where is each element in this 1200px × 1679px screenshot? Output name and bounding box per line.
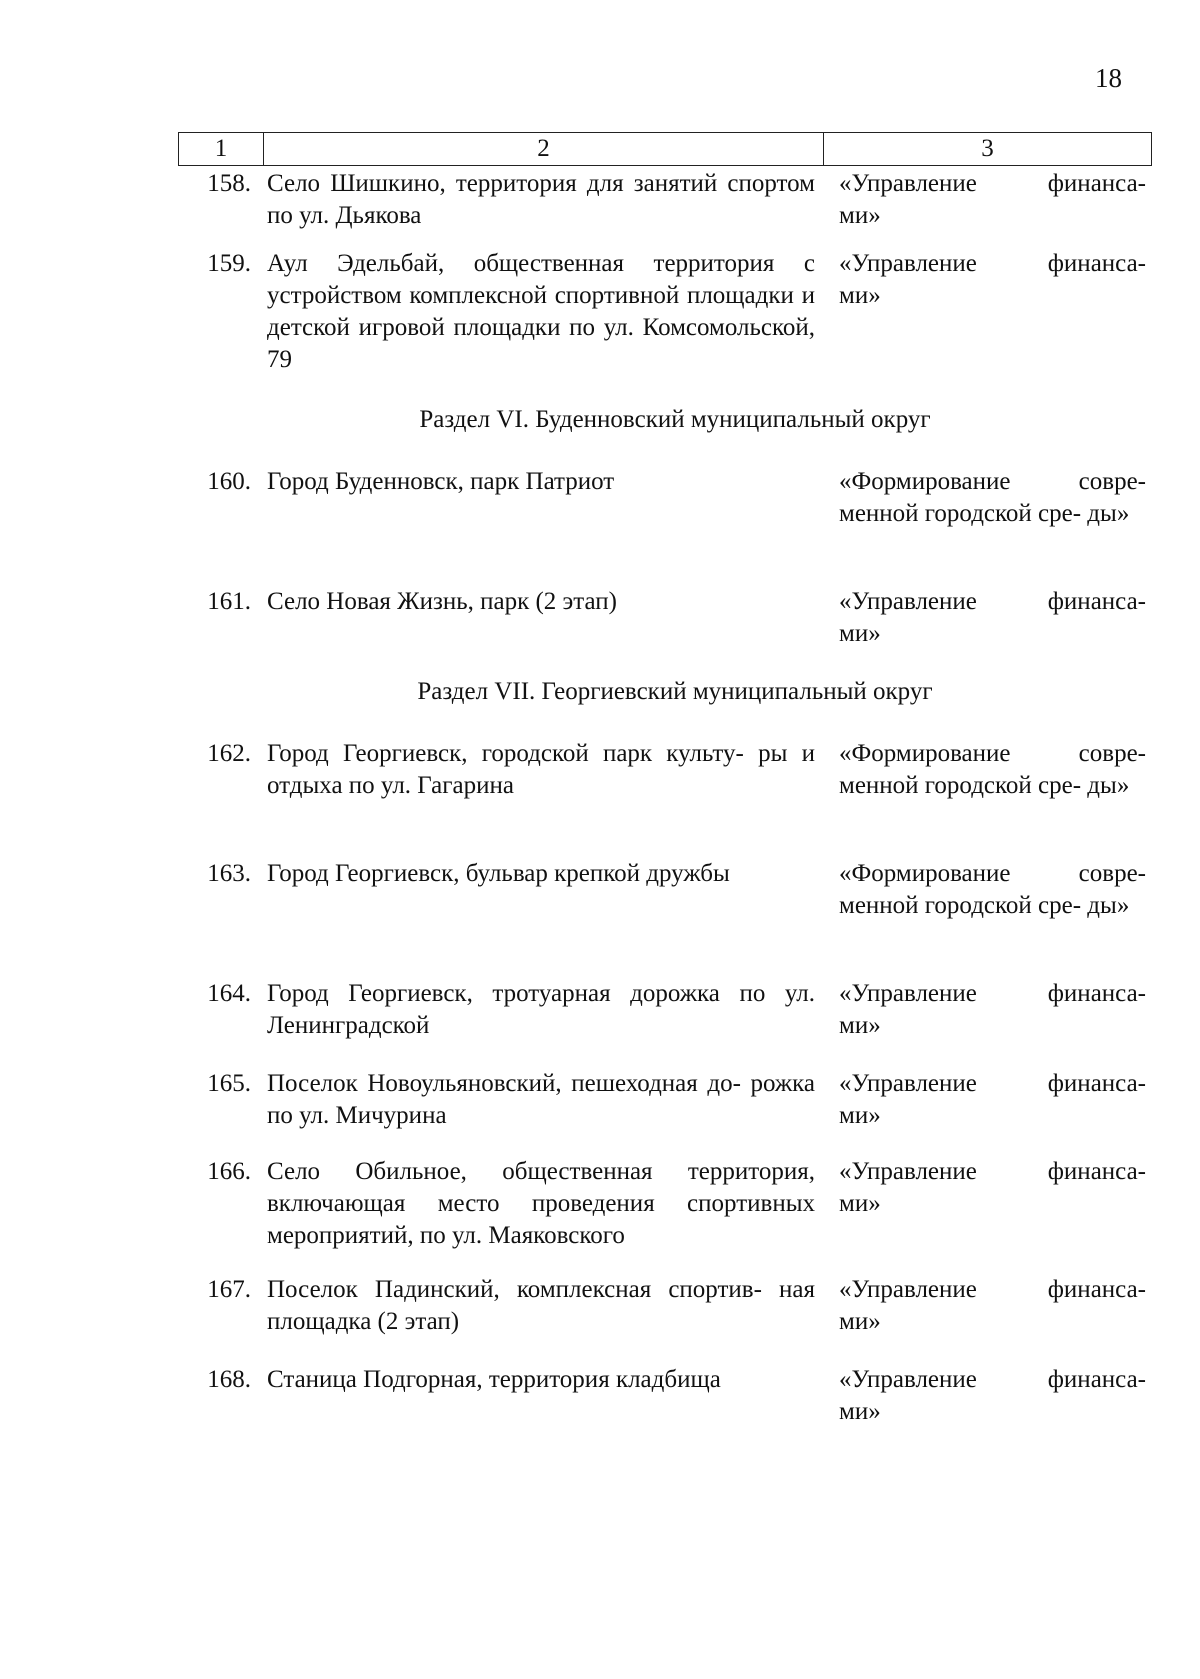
program-name-part1: «Управление (839, 250, 977, 277)
program-name-part2: финанса- (1047, 1158, 1146, 1185)
program-name (823, 168, 1152, 232)
object-description: Станица Подгорная, территория кладбища (267, 1366, 721, 1393)
row-number: 165. (207, 1070, 251, 1097)
object-description: Аул Эдельбай, общественная территория с устройством комплексной спортивной площадки и детской игровой площадки по ул. Комсомольской, 79 (267, 250, 815, 373)
row-number: 166. (207, 1158, 251, 1185)
object-description: Село Шишкино, территория для занятий спортом по ул. Дьякова (267, 170, 815, 229)
table-row (178, 858, 1152, 922)
row-number: 158. (207, 170, 251, 197)
object-description: Город Буденновск, парк Патриот (267, 468, 615, 495)
table-row (178, 1068, 1152, 1132)
row-number: 164. (207, 980, 251, 1007)
program-name-rest: ми» (839, 282, 881, 309)
object-description: Село Новая Жизнь, парк (2 этап) (267, 588, 617, 615)
table-row (178, 1364, 1152, 1428)
table-row (178, 466, 1152, 530)
table-row (178, 1274, 1152, 1338)
program-name-part1: «Управление (839, 588, 977, 615)
program-name (823, 1156, 1152, 1252)
column-header-1: 1 (179, 133, 264, 165)
program-name-part1: «Управление (839, 170, 977, 197)
object-description: Село Обильное, общественная территория, включающая место проведения спортивных мероприятий, по ул. Маяковского (267, 1158, 815, 1249)
program-name (823, 978, 1152, 1042)
program-name-rest: ми» (839, 1190, 881, 1217)
program-name-part2: совре- (1078, 468, 1146, 495)
row-number: 168. (207, 1366, 251, 1393)
table-row (178, 586, 1152, 650)
program-name-part1: «Управление (839, 980, 977, 1007)
column-header-3: 3 (981, 135, 994, 162)
table-row (178, 168, 1152, 232)
program-name (823, 738, 1152, 802)
object-description: Город Георгиевск, тротуарная дорожка по ул. Ленинградской (267, 980, 815, 1039)
object-description: Поселок Новоульяновский, пешеходная до- рожка по ул. Мичурина (267, 1070, 815, 1129)
row-number: 163. (207, 860, 251, 887)
object-description: Город Георгиевск, городской парк культу- ры и отдыха по ул. Гагарина (267, 740, 815, 799)
row-number: 162. (207, 740, 251, 767)
program-name-part1: «Управление (839, 1276, 977, 1303)
program-name (823, 586, 1152, 650)
program-name-part2: финанса- (1047, 170, 1146, 197)
program-name-rest: ми» (839, 1398, 881, 1425)
row-number: 161. (207, 588, 251, 615)
column-header-2: 2 (264, 133, 824, 165)
program-name-part2: финанса- (1047, 980, 1146, 1007)
table-row (178, 738, 1152, 802)
program-name-part2: финанса- (1047, 1070, 1146, 1097)
program-name-rest: ми» (839, 1308, 881, 1335)
row-number: 159. (207, 250, 251, 277)
program-name-part1: «Управление (839, 1366, 977, 1393)
program-name (823, 1274, 1152, 1338)
section-heading: Раздел VI. Буденновский муниципальный округ (419, 406, 931, 433)
table-row (178, 248, 1152, 376)
table-row (178, 1156, 1152, 1252)
program-name-rest: менной городской сре- ды» (839, 892, 1130, 919)
page-number: 18 (1095, 63, 1122, 93)
row-number: 160. (207, 468, 251, 495)
program-name-rest: ми» (839, 1102, 881, 1129)
program-name-part1: «Формирование (839, 468, 1011, 495)
program-name-part1: «Управление (839, 1158, 977, 1185)
section-heading: Раздел VII. Георгиевский муниципальный округ (417, 678, 933, 705)
table-header (178, 132, 1152, 166)
program-name-rest: ми» (839, 1012, 881, 1039)
table-row (178, 978, 1152, 1042)
program-name (823, 466, 1152, 530)
program-name (823, 1364, 1152, 1428)
program-name-part1: «Формирование (839, 740, 1011, 767)
program-name-rest: менной городской сре- ды» (839, 772, 1130, 799)
program-name (823, 858, 1152, 922)
program-name-part2: совре- (1078, 740, 1146, 767)
object-description: Город Георгиевск, бульвар крепкой дружбы (267, 860, 730, 887)
program-name-rest: ми» (839, 202, 881, 229)
program-name-part2: финанса- (1047, 588, 1146, 615)
program-name-part1: «Формирование (839, 860, 1011, 887)
program-name-part2: финанса- (1047, 1276, 1146, 1303)
program-name-part2: финанса- (1047, 250, 1146, 277)
program-name-rest: менной городской сре- ды» (839, 500, 1130, 527)
program-name-part1: «Управление (839, 1070, 977, 1097)
program-name-rest: ми» (839, 620, 881, 647)
program-name-part2: финанса- (1047, 1366, 1146, 1393)
object-description: Поселок Падинский, комплексная спортив- ная площадка (2 этап) (267, 1276, 815, 1335)
program-name-part2: совре- (1078, 860, 1146, 887)
row-number: 167. (207, 1276, 251, 1303)
program-name (823, 1068, 1152, 1132)
program-name (823, 248, 1152, 376)
